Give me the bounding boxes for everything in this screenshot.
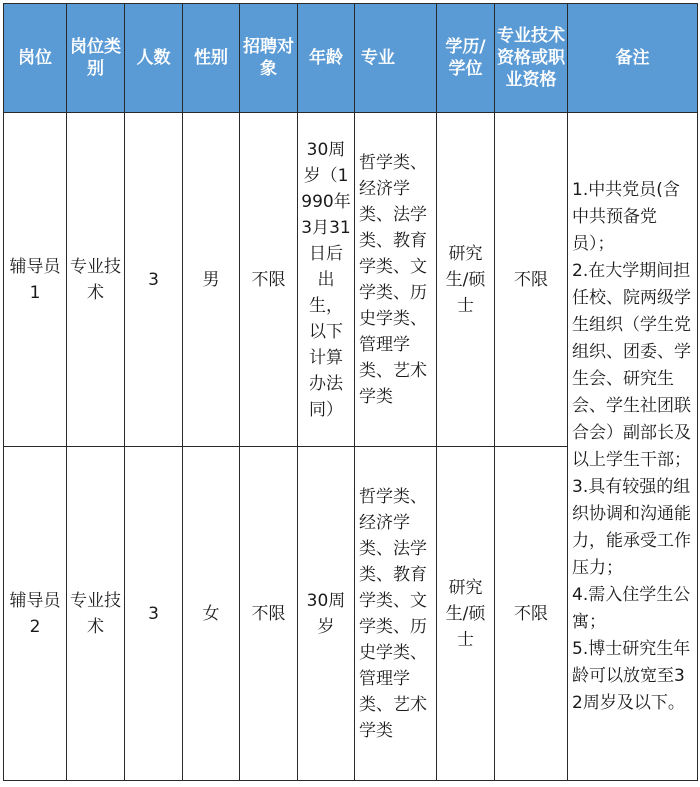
cell-target: 不限 bbox=[240, 447, 298, 781]
header-count: 人数 bbox=[125, 4, 183, 113]
header-gender: 性别 bbox=[183, 4, 240, 113]
header-post: 岗位 bbox=[4, 4, 67, 113]
header-degree: 学历/学位 bbox=[437, 4, 495, 113]
cell-degree: 研究生/硕士 bbox=[437, 113, 495, 447]
note-item: 4.需入住学生公寓； bbox=[572, 584, 691, 632]
note-item: 1.中共党员(含中共预备党员）； bbox=[572, 179, 680, 254]
recruitment-table-wrapper bbox=[3, 3, 698, 781]
cell-category: 专业技术 bbox=[67, 447, 125, 781]
cell-qualification: 不限 bbox=[495, 113, 568, 447]
note-item: 5.博士研究生年龄可以放宽至32周岁及以下。 bbox=[572, 638, 691, 713]
cell-post: 辅导员2 bbox=[4, 447, 67, 781]
cell-gender: 女 bbox=[183, 447, 240, 781]
header-qualification: 专业技术资格或职业资格 bbox=[495, 4, 568, 113]
cell-target: 不限 bbox=[240, 113, 298, 447]
cell-qualification: 不限 bbox=[495, 447, 568, 781]
cell-count: 3 bbox=[125, 113, 183, 447]
header-notes: 备注 bbox=[568, 4, 698, 113]
note-item: 3.具有较强的组织协调和沟通能力，能承受工作压力； bbox=[572, 476, 691, 578]
cell-gender: 男 bbox=[183, 113, 240, 447]
cell-age: 30周岁 bbox=[298, 447, 355, 781]
cell-category: 专业技术 bbox=[67, 113, 125, 447]
cell-major: 哲学类、经济学类、法学类、教育学类、文学类、历史学类、管理学类、艺术学类 bbox=[355, 113, 437, 447]
cell-notes bbox=[568, 113, 698, 781]
header-major: 专业 bbox=[355, 4, 437, 113]
header-target: 招聘对象 bbox=[240, 4, 298, 113]
cell-age: 30周岁（1990年3月31日后出生，以下计算办法同） bbox=[298, 113, 355, 447]
note-item: 2.在大学期间担任校、院两级学生组织（学生党组织、团委、学生会、研究生会、学生社团联合会）副部长及以上学生干部； bbox=[572, 260, 691, 470]
cell-degree: 研究生/硕士 bbox=[437, 447, 495, 781]
recruitment-table bbox=[3, 3, 698, 781]
header-row bbox=[4, 4, 698, 113]
cell-count: 3 bbox=[125, 447, 183, 781]
header-category: 岗位类别 bbox=[67, 4, 125, 113]
table-row bbox=[4, 113, 698, 447]
cell-major: 哲学类、经济学类、法学类、教育学类、文学类、历史学类、管理学类、艺术学类 bbox=[355, 447, 437, 781]
cell-post: 辅导员1 bbox=[4, 113, 67, 447]
header-age: 年龄 bbox=[298, 4, 355, 113]
